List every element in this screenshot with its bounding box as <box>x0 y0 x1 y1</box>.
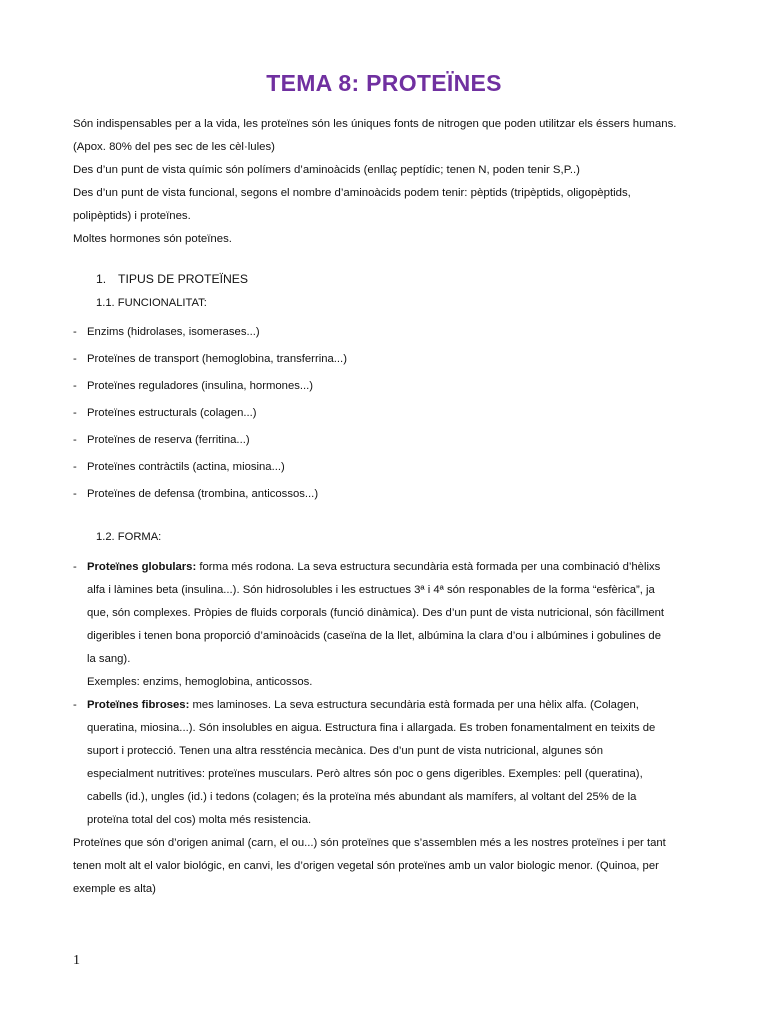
paragraph-line: cabells (id.), ungles (id.) i tedons (colagen; és la proteïna més abundant als mamífers, al voltant del 25% de la <box>87 791 637 803</box>
subsection-number: 1.2. <box>96 531 115 543</box>
list-item-text: Proteïnes de defensa (trombina, anticossos...) <box>87 488 319 500</box>
subsection-number: 1.1. <box>96 297 115 309</box>
bullet-dash: - <box>73 407 77 419</box>
list-item <box>73 376 713 403</box>
list-item <box>73 484 713 511</box>
bullet-dash: - <box>73 380 77 392</box>
bullet-dash: - <box>73 561 77 573</box>
list-item-text: Proteïnes de reserva (ferritina...) <box>87 434 250 446</box>
bullet-dash: - <box>73 434 77 446</box>
list-item-text: Enzims (hidrolases, isomerases...) <box>87 326 260 338</box>
fibroses-term: Proteïnes fibroses: <box>87 699 190 711</box>
page-number: 1 <box>73 953 80 968</box>
closing-line: tenen molt alt el valor biológic, en canvi, les d’origen vegetal són proteïnes amb un valor biologic menor. (Quinoa, per <box>73 860 659 872</box>
intro-line: Són indispensables per a la vida, les proteïnes són les úniques fonts de nitrogen que poden utilitzar els éssers humans. <box>73 118 677 130</box>
paragraph-line: forma més rodona. La seva estructura secundària està formada per una combinació d’hèlixs <box>196 561 661 573</box>
section-heading-tipus <box>96 272 248 286</box>
subsection-label: FORMA: <box>117 531 162 543</box>
subsection-heading-funcionalitat <box>96 297 207 309</box>
intro-line: polipèptids) i proteïnes. <box>73 210 191 222</box>
list-item-text: Proteïnes estructurals (colagen...) <box>87 407 257 419</box>
document-title: TEMA 8: PROTEÏNES <box>266 70 502 96</box>
subsection-label: FUNCIONALITAT: <box>117 297 207 309</box>
intro-line: (Apox. 80% del pes sec de les cèl·lules) <box>73 141 275 153</box>
closing-line: exemple es alta) <box>73 883 156 895</box>
intro-line: Des d’un punt de vista funcional, segons el nombre d’aminoàcids podem tenir: pèptids (tripèptids, oligopèptids, <box>73 187 631 199</box>
intro-paragraph <box>73 113 713 251</box>
forma-section <box>73 556 713 901</box>
list-item <box>73 322 713 349</box>
bullet-dash: - <box>73 353 77 365</box>
paragraph-line: especialment nutritives: proteïnes musculars. Però altres són poc o gens digeribles. Exemples: pell (queratina), <box>87 768 643 780</box>
paragraph-line: suport i protecció. Tenen una altra ressténcia mecànica. Des d’un punt de vista nutricional, algunes són <box>87 745 603 757</box>
funcionalitat-list <box>73 322 713 511</box>
globulars-term: Proteïnes globulars: <box>87 561 197 573</box>
paragraph-line: alfa i làmines beta (insulina...). Són hidrosolubles i les estructues 3ª i 4ª són responables de la forma “esfèrica”, ja <box>87 584 655 596</box>
list-item <box>73 430 713 457</box>
list-item-text: Proteïnes reguladores (insulina, hormones...) <box>87 380 314 392</box>
fibroses-item <box>73 694 713 832</box>
paragraph-line: queratina, miosina...). Són insolubles en aigua. Estructura fina i allargada. Es troben fonamentalment en teixits de <box>87 722 656 734</box>
section-label: TIPUS DE PROTEÏNES <box>118 272 249 286</box>
bullet-dash: - <box>73 326 77 338</box>
list-item <box>73 457 713 484</box>
globulars-examples: Exemples: enzims, hemoglobina, anticossos. <box>87 676 313 688</box>
bullet-dash: - <box>73 461 77 473</box>
list-item <box>73 349 713 376</box>
bullet-dash: - <box>73 488 77 500</box>
bullet-dash: - <box>73 699 77 711</box>
paragraph-line: digeribles i tenen bona proporció d’aminoàcids (caseïna de la llet, albúmina la clara d’ou i albúmines i gobulines de <box>87 630 661 642</box>
list-item-text: Proteïnes de transport (hemoglobina, transferrina...) <box>87 353 347 365</box>
section-number: 1. <box>96 272 107 286</box>
closing-line: Proteïnes que són d’origen animal (carn, el ou...) són proteïnes que s’assemblen més a les nostres proteïnes i per tant <box>73 837 666 849</box>
globulars-item <box>73 556 713 694</box>
list-item-text: Proteïnes contràctils (actina, miosina...) <box>87 461 285 473</box>
paragraph-line: mes laminoses. La seva estructura secundària està formada per una hèlix alfa. (Colagen, <box>189 699 639 711</box>
intro-line: Moltes hormones són poteïnes. <box>73 233 232 245</box>
subsection-heading-forma <box>96 531 161 543</box>
intro-line: Des d’un punt de vista químic són polímers d’aminoàcids (enllaç peptídic; tenen N, poden tenir S,P..) <box>73 164 580 176</box>
paragraph-line: proteïna total del cos) molta més resistencia. <box>87 814 312 826</box>
list-item <box>73 403 713 430</box>
paragraph-line: la sang). <box>87 653 131 665</box>
paragraph-line: que, són complexes. Pròpies de fluids corporals (funció dinàmica). Des d’un punt de vista nutricional, són fàcillment <box>87 607 665 619</box>
